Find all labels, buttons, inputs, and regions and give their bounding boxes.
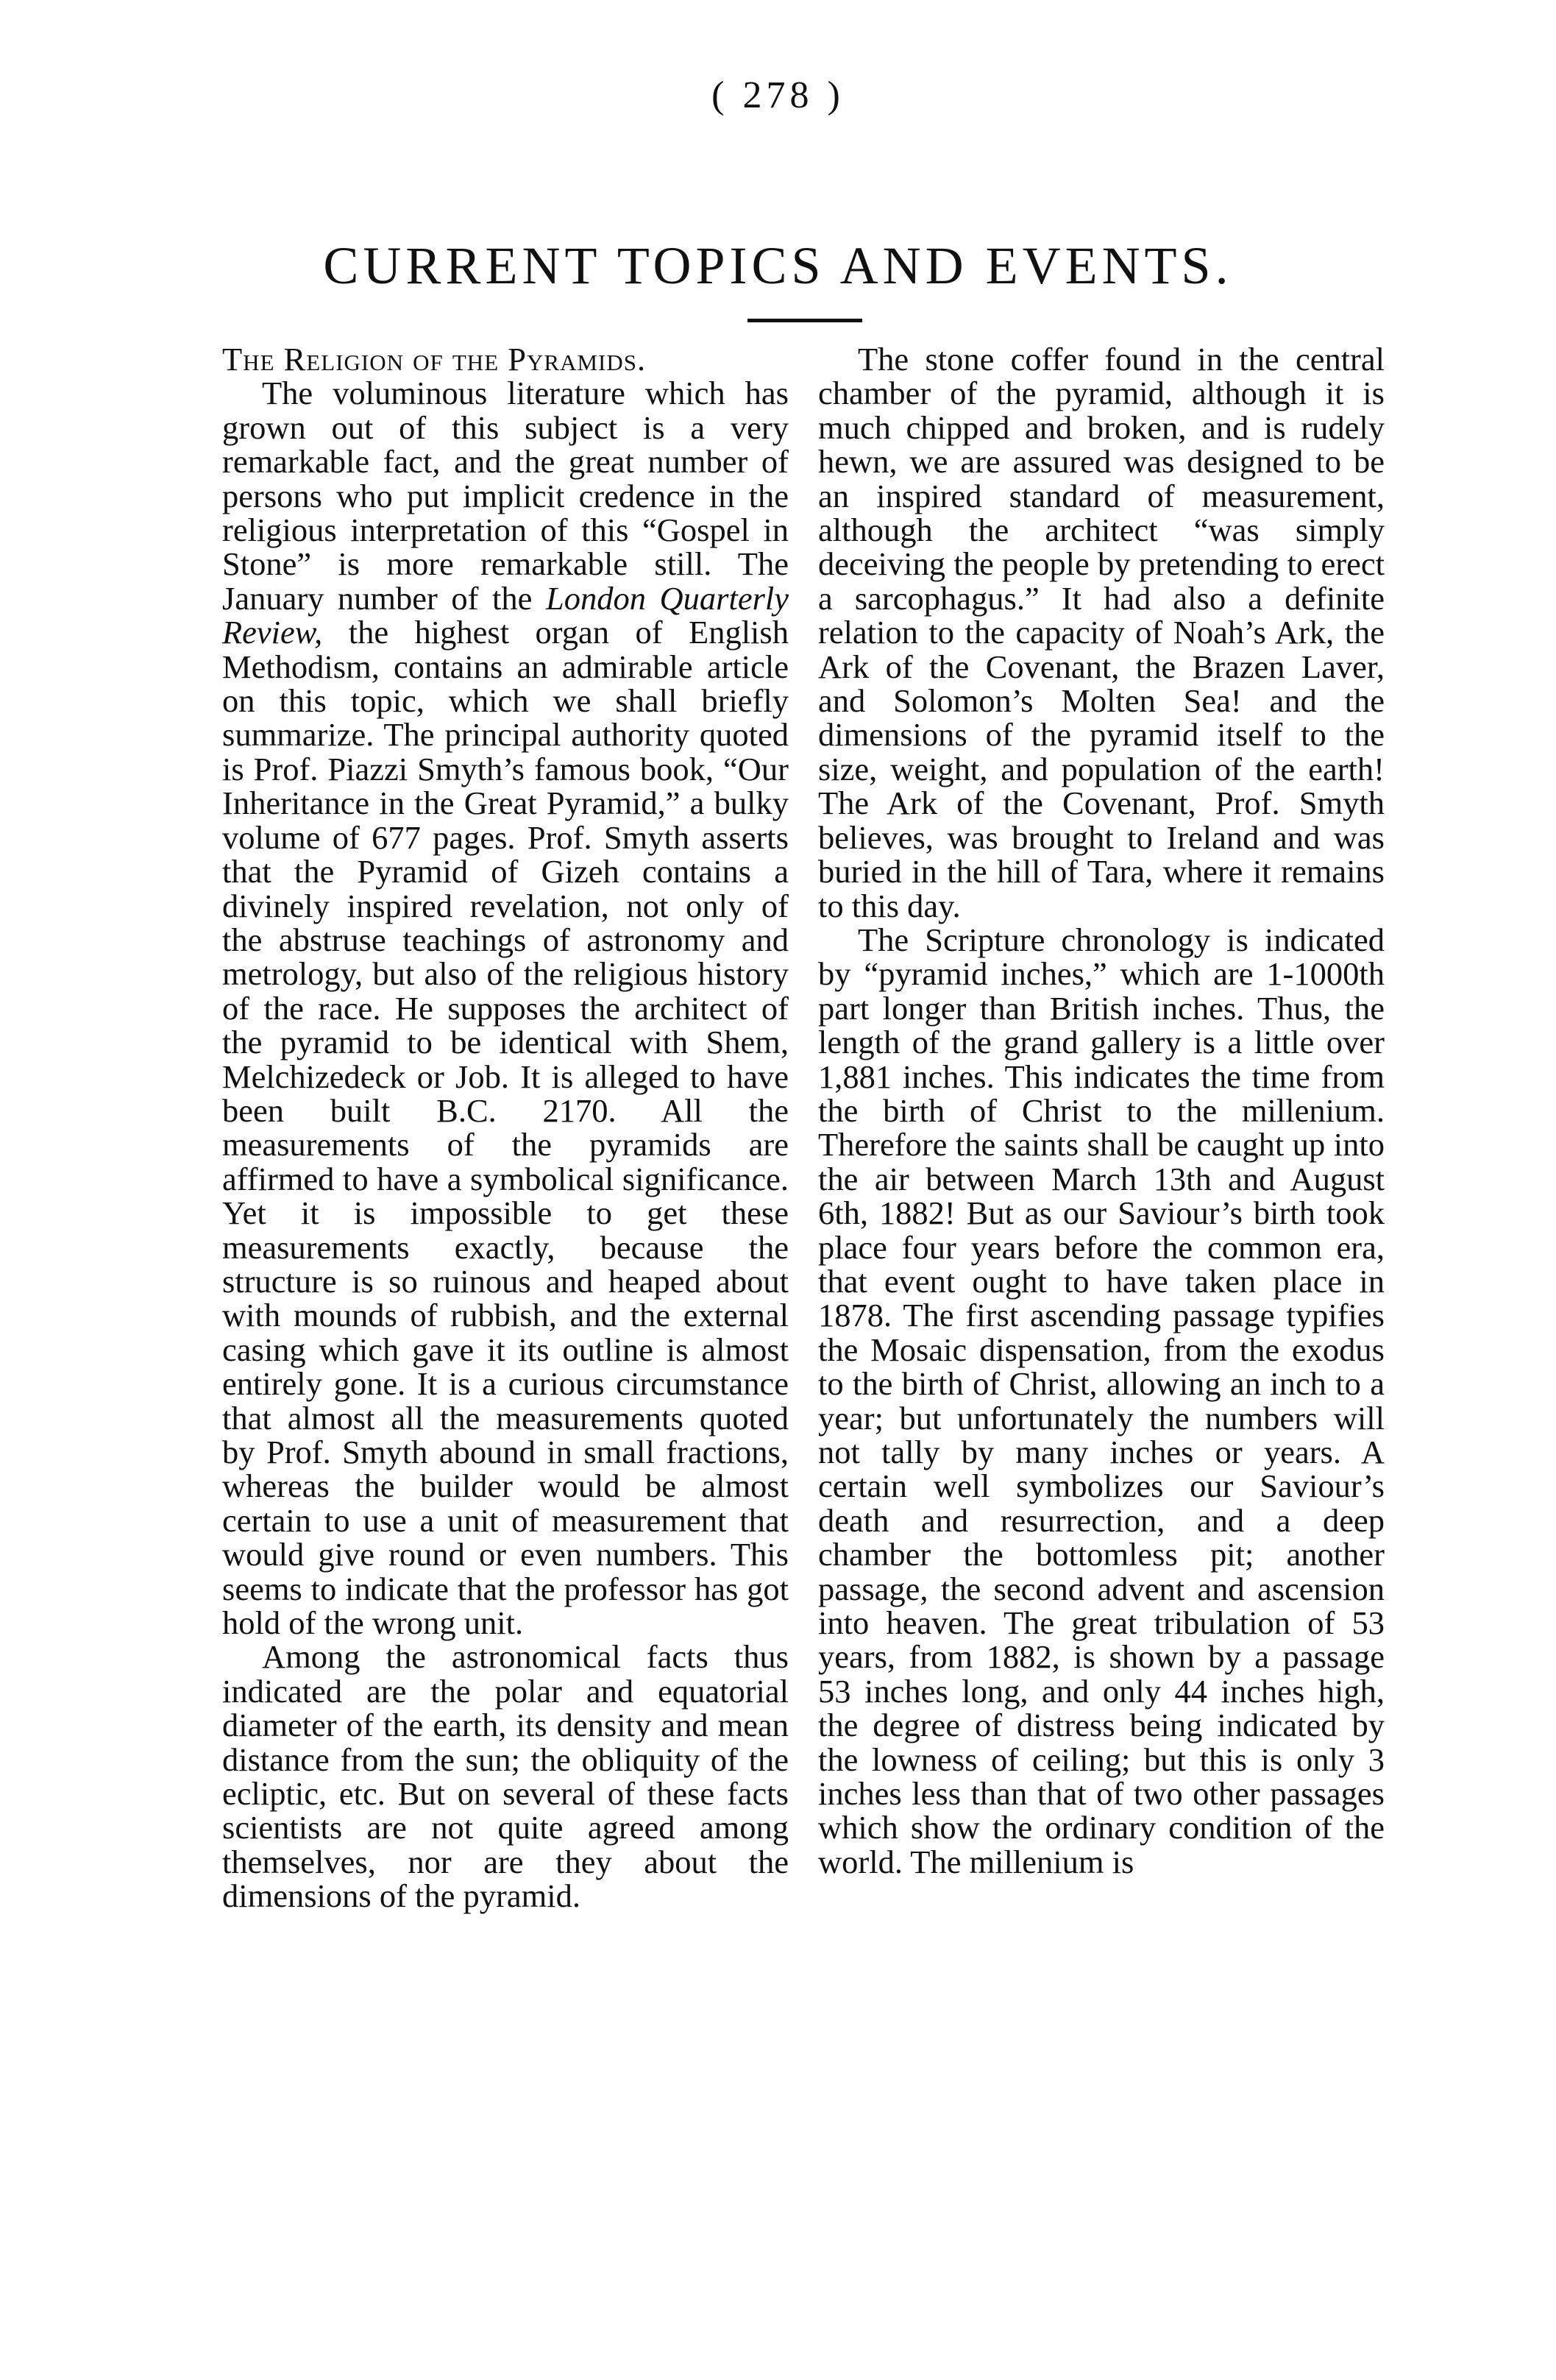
section-title: CURRENT TOPICS AND EVENTS. (323, 236, 1233, 295)
left-paragraph-1 (222, 376, 789, 1640)
left-paragraph-2: Among the astronomical facts thus indicated are the polar and equatorial diameter of the earth, its density and mean distance from the sun; the obliquity of the ecliptic, etc. But on several of these facts scientists are not quite agreed among themselves, nor are they about the dimensions of the pyramid. (222, 1638, 789, 1915)
right-column (818, 342, 1385, 1879)
right-paragraph-1: The stone coffer found in the central chamber of the pyramid, although it is much chipped and broken, and is rudely hewn, we are assured was designed to be an inspired standard of measurement, although the architect “was simply deceiving the people by pretending to erect a sarcophagus.” It had also a definite relation to the capacity of Noah’s Ark, the Ark of the Covenant, the Brazen Laver, and Solomon’s Molten Sea! and the dimensions of the pyramid itself to the size, weight, and population of the earth! The Ark of the Covenant, Prof. Smyth believes, was brought to Ireland and was buried in the hill of Tara, where it remains to this day. (818, 341, 1385, 924)
left-paragraph-1-text-b: the highest organ of English Methodism, contains an admirable article on this topic, which we shall briefly summarize. The principal authority quoted is Prof. Piazzi Smyth’s famous book, “Our Inheritance in the Great Pyramid,” a bulky volume of 677 pages. Prof. Smyth asserts that the Pyramid of Gizeh contains a divinely inspired revelation, not only of the abstruse teachings of astronomy and metrology, but also of the religious history of the race. He supposes the architect of the pyramid to be identical with Shem, Melchizedeck or Job. It is alleged to have been built B.C. 2170. All the measurements of the pyramids are affirmed to have a symbolical significance. Yet it is impossible to get these measurements exactly, because the structure is so ruinous and heaped about with mounds of rubbish, and the external casing which gave it its outline is almost entirely gone. It is a curious circumstance that almost all the measurements quoted by Prof. Smyth abound in small fractions, whereas the builder would be almost certain to use a unit of measurement that would give round or even numbers. This seems to indicate that the professor has got hold of the wrong unit. (222, 614, 789, 1642)
title-rule (747, 319, 862, 322)
left-column (222, 342, 789, 1913)
right-paragraph-2: The Scripture chronology is indicated by “pyramid inches,” which are 1-1000th part longer than British inches. Thus, the length of the grand gallery is a little over 1,881 inches. This indicates the time from the birth of Christ to the millenium. Therefore the saints shall be caught up into the air between March 13th and August 6th, 1882! But as our Saviour’s birth took place four years before the common era, that event ought to have taken place in 1878. The first ascending passage typifies the Mosaic dispensation, from the exodus to the birth of Christ, allowing an inch to a year; but unfortunately the numbers will not tally by many inches or years. A certain well symbolizes our Saviour’s death and resurrection, and a deep chamber the bottomless pit; another passage, the second advent and ascension into heaven. The great tribulation of 53 years, from 1882, is shown by a passage 53 inches long, and only 44 inches high, the degree of distress being indicated by the lowness of ceiling; but this is only 3 inches less than that of two other passages which show the ordinary condition of the world. The millenium is (818, 921, 1385, 1880)
article-heading: The Religion of the Pyramids. (222, 341, 647, 378)
journal-title: London Quarterly Review, (222, 579, 789, 651)
article-heading-line (222, 342, 789, 376)
page-number: ( 278 ) (711, 74, 845, 116)
left-paragraph-1-text-a: The voluminous literature which has grown out of this subject is a very remarkable fact, and the great number of persons who put implicit credence in the religious interpretation of this “Gospel in Stone” is more remarkable still. The January number of the (222, 375, 789, 617)
